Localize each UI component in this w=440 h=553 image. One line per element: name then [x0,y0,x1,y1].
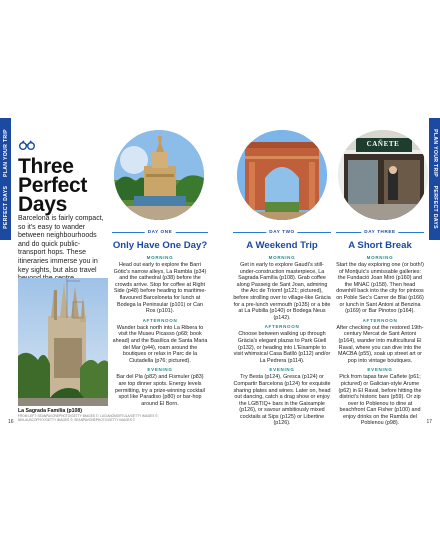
photo-credits: FROM LEFT: SEANPAVONEPHOTO/GETTY IMAGES ©; LUCIANOMORTULA/GETTY IMAGES ©; NIKLAUSCOFFEY/GETTY IMAGES ©; SEANPAVONEPHOTO/GETTY IMAGES © [18,414,159,422]
title-line-2: Perfect [18,174,88,197]
section-text: Start the day exploring one (or both!) of Montjuïc's unmissable galleries: the Fundació Joan Miró (p160) and the MNAC (p158). Then head downhill back into the city for pintxos on Poble Sec's Carrer de Blai (p166) or lunch in Sant Antoni at Benzina (p169) or Bar Pinotxo (p164). [336,262,424,315]
day-one-bar [112,229,208,235]
day-three-bar [336,229,424,235]
page-number-left: 16 [8,419,14,425]
section-label: AFTERNOON [264,324,300,330]
section-text: Pick from tapas fave Cañete (p61; pictured) or Galician-style Arume (p62) in El Raval, before hitting the district's historic bars (p59). Or zip over to Poblenou to dine at beachfront Can Fisher (p100) and enjoy drinks on the Rambla del Poblenou (p98). [338,374,422,427]
day-three-column [336,252,424,427]
section-label: EVENING [147,367,173,373]
page-number-right: 17 [426,419,432,425]
day-two-column [233,252,331,427]
intro-text: Barcelona is fairly compact, so it's easy to wander between neighbourhoods and do quick public-transport hops. These itineraries immerse you in key sights, but also travel [18,215,104,274]
photo-caption: La Sagrada Família (p108) [18,408,83,414]
binoculars-icon [19,140,35,150]
side-tab-right-bottom-label: PERFECT DAYS [431,185,438,229]
section-text: Get in early to explore Gaudí's still-under-construction masterpiece, La Sagrada Família (p108). Grab coffee along Passeig de Sant Joan, admiring the Arc de Triomf (p121; pictured), before strolling over to village-like Gràcia for a pre-lunch vermouth (p135) or a bite at La Pubilla (p140) or Bodega Neus (p142). [233,262,331,321]
section-label: AFTERNOON [362,317,398,323]
side-tab-right-label: PLAN YOUR TRIP [431,129,438,177]
section-label: AFTERNOON [142,317,178,323]
day-one-column [112,252,208,407]
day-two-heading: A Weekend Trip [246,240,318,251]
section-label: EVENING [367,367,393,373]
side-tab-left-label: PERFECT DAYS [2,185,9,229]
side-tab-left-top-label: PLAN YOUR TRIP [2,129,9,178]
title-line-3: Days [18,193,68,216]
section-label: MORNING [366,255,394,260]
side-tab-left [0,118,11,240]
day-two-bar [233,229,331,235]
day-three-heading: A Short Break [348,240,412,251]
arc-de-triomf-photo [237,130,327,220]
section-text: Head out early to explore the Barri Gòtic's narrow alleys, La Rambla (p34) and the cathedral (p38) before the crowds arrive. Stop for coffee at Right Side (p48) before heading to maritime-flavoured Barceloneta for lunch at Bodega la Peninsular (p101) or Can Ros (p101). [113,262,207,315]
section-label: EVENING [269,367,295,373]
section-label: MORNING [146,255,174,260]
parc-ciutadella-photo [114,130,204,220]
sagrada-familia-photo [18,278,108,406]
section-text: After checking out the restored 19th-century Mercat de Sant Antoni (p164), wander into multicultural El Raval, where you can dive into the MACBA (p55), soak up street art or pop into vintage boutiques. [336,324,424,364]
section-text: Bar del Pla (p82) and Fismuler (p83) are top dinner spots. Energy levels permitting, try a prize-winning cocktail spot like Paradiso (p80) or bar-hop around El Born. [115,374,205,407]
section-text: Choose between walking up through Gràcia's elegant plazas to Park Güell (p132), or heading into L'Eixample to visit whimsical Casa Batlló (p112) and/or La Pedrera (p114). [233,331,331,364]
day-three-label: DAY THREE [361,229,398,235]
section-text: Try Besta (p124), Gresca (p124) or Compartir Barcelona (p124) for exquisite sharing plates and wines. Later on, head out dancing, catch a drag show or enjoy the LGBTIQ+ bars in the Gaixample (p126), or savour ambitiously mixed cocktails at Sips (p125) or Libertine (p126). [233,374,331,427]
side-tab-right [429,118,440,240]
day-one-label: DAY ONE [145,229,176,235]
section-text: Wander back north into La Ribera to visit the Museu Picasso (p68; book ahead) and the Basílica de Santa Maria del Mar (p44), roam around the boutiques or relax in Parc de la Ciutadella (p76; pictured). [112,324,208,364]
canete-sign-text: CAÑETE [366,140,400,148]
day-one-heading: Only Have One Day? [112,240,208,251]
page-title [18,157,87,214]
day-two-label: DAY TWO [266,229,297,235]
title-line-1: Three [18,155,74,178]
section-label: MORNING [268,255,296,260]
